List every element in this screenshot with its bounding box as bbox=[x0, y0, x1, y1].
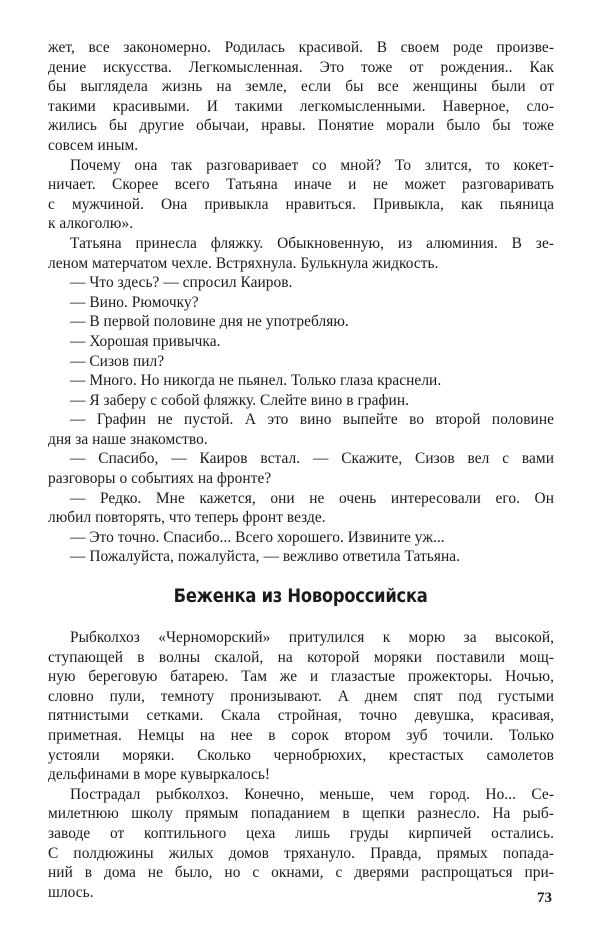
paragraph bbox=[48, 391, 554, 411]
text-line: — Хорошая привычка. bbox=[70, 332, 221, 350]
text-line: с мужчиной. Она привыкла нравиться. Привыкла, как пьяница bbox=[48, 195, 554, 213]
text-line: ступающей в волны скалой, на которой моряки поставили мощ- bbox=[48, 648, 554, 666]
paragraph bbox=[48, 785, 554, 903]
text-line: — Это точно. Спасибо... Всего хорошего. Извините уж... bbox=[70, 528, 445, 546]
paragraph bbox=[48, 449, 554, 488]
paragraph bbox=[48, 371, 554, 391]
text-line: — Графин не пустой. А это вино выпейте во второй половине bbox=[70, 411, 554, 429]
text-line: — Спасибо, — Каиров встал. — Скажите, Сизов вел с вами bbox=[70, 450, 554, 468]
text-line: — Пожалуйста, пожалуйста, — вежливо ответила Татьяна. bbox=[70, 548, 461, 566]
paragraph bbox=[48, 489, 554, 528]
paragraph bbox=[48, 528, 554, 548]
text-line: пятнистыми сетками. Скала стройная, точно девушка, красивая, bbox=[48, 707, 554, 725]
section-heading: Беженка из Новороссийска bbox=[174, 585, 428, 608]
text-line: милетнюю школу прямым попаданием в щепки разнесло. На рыб- bbox=[48, 805, 554, 823]
paragraph bbox=[48, 38, 554, 156]
text-line: — В первой половине дня не употребляю. bbox=[70, 313, 349, 331]
text-line: дельфинами в море кувыркалось! bbox=[48, 766, 271, 784]
paragraph bbox=[48, 156, 554, 234]
text-line: устояли моряки. Сколько чернобрюхих, крестастых самолетов bbox=[48, 746, 554, 764]
paragraph bbox=[48, 293, 554, 313]
text-after-heading bbox=[48, 628, 554, 902]
text-line: шлось. bbox=[48, 883, 94, 901]
paragraph bbox=[48, 312, 554, 332]
text-line: к алкоголю». bbox=[48, 215, 134, 233]
text-line: — Редко. Мне кажется, они не очень интересовали его. Он bbox=[70, 489, 554, 507]
text-line: — Что здесь? — спросил Каиров. bbox=[70, 274, 293, 292]
section-heading-wrap bbox=[48, 584, 554, 608]
text-line: ничает. Скорее всего Татьяна иначе и не может разговаривать bbox=[48, 176, 554, 194]
text-line: — Вино. Рюмочку? bbox=[70, 293, 199, 311]
text-line: разговоры о событиях на фронте? bbox=[48, 470, 272, 488]
paragraph bbox=[48, 352, 554, 372]
text-line: ний в дома не было, но с окнами, с дверями распрощаться при- bbox=[48, 864, 554, 882]
text-line: Рыбколхоз «Черноморский» притулился к морю за высокой, bbox=[70, 629, 554, 647]
text-line: такими красивыми. И такими легкомысленными. Наверное, сло- bbox=[48, 97, 554, 115]
text-line: любил повторять, что теперь фронт везде. bbox=[48, 509, 326, 527]
text-line: Татьяна принесла фляжку. Обыкновенную, из алюминия. В зе- bbox=[70, 234, 554, 252]
text-line: дение искусства. Легкомысленная. Это тоже от рождения.. Как bbox=[48, 58, 554, 76]
page-number: 73 bbox=[537, 890, 552, 906]
text-line: ную береговую батарею. Там же и глазастые прожекторы. Ночью, bbox=[48, 668, 554, 686]
text-line: С полдюжины жилых домов тряхануло. Правда, прямых попада- bbox=[48, 844, 554, 862]
book-page bbox=[48, 38, 554, 902]
paragraph bbox=[48, 547, 554, 567]
text-line: — Я заберу с собой фляжку. Слейте вино в графин. bbox=[70, 391, 410, 409]
text-before-heading bbox=[48, 38, 554, 567]
paragraph bbox=[48, 332, 554, 352]
text-line: Пострадал рыбколхоз. Конечно, меньше, чем город. Но... Се- bbox=[70, 785, 554, 803]
text-line: словно пули, темноту пронизывают. А днем спят под густыми bbox=[48, 687, 554, 705]
paragraph bbox=[48, 273, 554, 293]
text-line: совсем иным. bbox=[48, 136, 139, 154]
text-line: жились бы другие обычаи, нравы. Понятие морали было бы тоже bbox=[48, 117, 554, 135]
paragraph bbox=[48, 234, 554, 273]
text-line: — Сизов пил? bbox=[70, 352, 165, 370]
text-line: дня за наше знакомство. bbox=[48, 430, 208, 448]
text-line: приметная. Немцы на нее в сорок втором зуб точили. Только bbox=[48, 727, 554, 744]
text-line: леном матерчатом чехле. Встряхнула. Булькнула жидкость. bbox=[48, 254, 439, 272]
text-line: бы выглядела жизнь на земле, если бы все женщины были от bbox=[48, 78, 554, 96]
text-line: заводе от коптильного цеха лишь груды кирпичей остались. bbox=[48, 824, 554, 842]
paragraph bbox=[48, 410, 554, 449]
paragraph bbox=[48, 628, 554, 785]
text-line: — Много. Но никогда не пьянел. Только глаза краснели. bbox=[70, 372, 442, 390]
text-line: Почему она так разговаривает со мной? То злится, то кокет- bbox=[70, 156, 554, 174]
text-line: жет, все закономерно. Родилась красивой. В своем роде произве- bbox=[48, 39, 554, 56]
